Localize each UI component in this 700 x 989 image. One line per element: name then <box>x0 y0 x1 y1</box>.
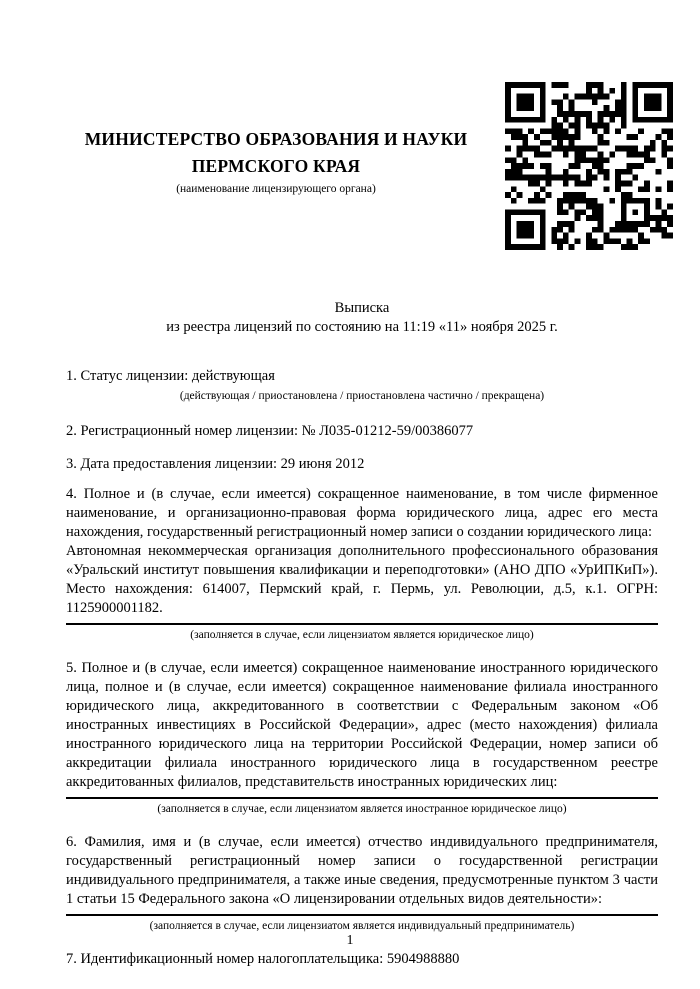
document-title-line2: из реестра лицензий по состоянию на 11:19 «11» ноября 2025 г. <box>166 319 558 335</box>
ministry-name-line1: МИНИСТЕРСТВО ОБРАЗОВАНИЯ И НАУКИ <box>84 129 468 149</box>
document-title-line1: Выписка <box>334 300 390 316</box>
foreign-entity-fill-caption: (заполняется в случае, если лицензиатом является иностранное юридическое лицо) <box>157 803 567 815</box>
document-title <box>66 299 658 337</box>
license-status-line: 1. Статус лицензии: действующая <box>66 368 275 384</box>
ministry-caption: (наименование лицензирующего органа) <box>176 183 376 195</box>
foreign-entity-fill-line <box>66 797 658 799</box>
page-number: 1 <box>346 933 354 948</box>
qr-code-icon <box>505 82 673 250</box>
legal-entity-label: 4. Полное и (в случае, если имеется) сокращенное наименование, в том числе фирменное наименование, и организационно-правовая форма юридического лица, адрес его места нахождения, государственный регистрационный номер записи о создании юридического лица: <box>66 486 658 540</box>
taxpayer-id-line: 7. Идентификационный номер налогоплательщика: 5904988880 <box>66 951 460 967</box>
license-registration-number-line: 2. Регистрационный номер лицензии: № Л035-01212-59/00386077 <box>66 423 474 439</box>
individual-entrepreneur-label: 6. Фамилия, имя и (в случае, если имеется) отчество индивидуального предпринимателя, государственный регистрационный номер записи о государственной регистрации индивидуального предпринимателя, а также иные сведения, предусмотренные пунктом 3 части 1 статьи 15 Федерального закона «О лицензировании отдельных видов деятельности»: <box>66 834 658 907</box>
license-grant-date-line: 3. Дата предоставления лицензии: 29 июня 2012 <box>66 456 365 472</box>
legal-entity-section <box>66 485 658 643</box>
individual-entrepreneur-section <box>66 833 658 934</box>
legal-entity-fill-caption: (заполняется в случае, если лицензиатом является юридическое лицо) <box>190 629 534 641</box>
document-header <box>66 0 658 253</box>
legal-entity-fill-line <box>66 623 658 625</box>
ministry-title-block <box>66 126 486 195</box>
ministry-name-line2: ПЕРМСКОГО КРАЯ <box>191 156 361 176</box>
foreign-entity-section <box>66 659 658 817</box>
individual-entrepreneur-fill-caption: (заполняется в случае, если лицензиатом является индивидуальный предприниматель) <box>149 920 575 932</box>
license-status-options-caption: (действующая / приостановлена / приостановлена частично / прекращена) <box>179 390 545 402</box>
legal-entity-value: Автономная некоммерческая организация дополнительного профессионального образования «Уральский институт повышения квалификации и переподготовки» (АНО ДПО «УрИПКиП»). Место нахождения: 614007, Пермский край, г. Пермь, ул. Революции, д.5, к.1. ОГРН: 1125900001182. <box>66 543 658 616</box>
individual-entrepreneur-fill-line <box>66 914 658 916</box>
foreign-entity-label: 5. Полное и (в случае, если имеется) сокращенное наименование иностранного юридического лица, полное и (в случае, если имеется) сокращенное наименование филиала иностранного юридического лица, аккредитованного в соответствии с Федеральным законом «Об иностранных инвестициях в Российской Федерации», адрес (место нахождения) филиала иностранного юридического лица на территории Российской Федерации, номер записи об аккредитации филиала иностранного юридического лица в государственном реестре аккредитованных филиалов, представительств иностранных юридических лиц: <box>66 660 658 790</box>
